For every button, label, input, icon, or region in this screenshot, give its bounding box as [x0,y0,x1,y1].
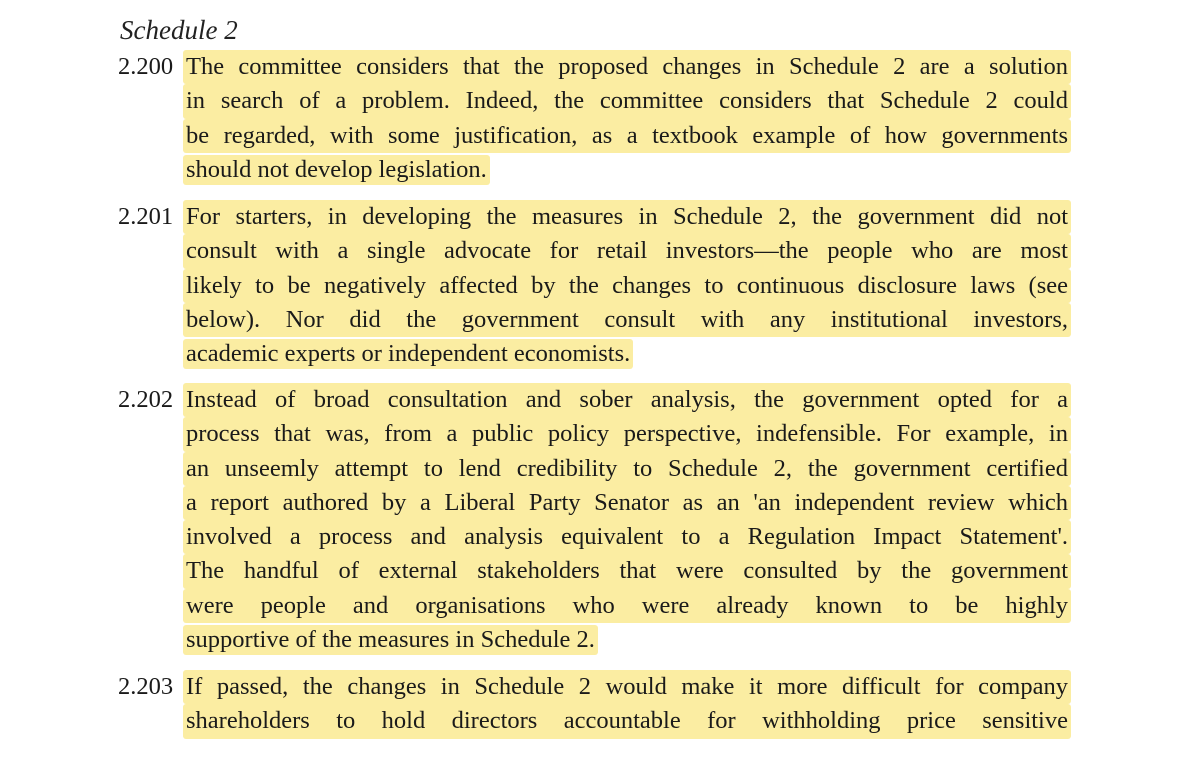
paragraph-line: a report authored by a Liberal Party Senator as an 'an independent review which [186,488,1068,516]
paragraph-number: 2.202 [118,386,174,413]
section-heading: Schedule 2 [120,15,238,45]
paragraph-line: were people and organisations who were already known to be highly [186,591,1068,619]
paragraph-line: an unseemly attempt to lend credibility to Schedule 2, the government certified [186,454,1068,482]
paragraph-line: consult with a single advocate for retail investors—the people who are most [186,237,1068,265]
paragraph-line: Instead of broad consultation and sober analysis, the government opted for a [186,386,1068,413]
paragraph-line: The committee considers that the proposed changes in Schedule 2 are a solution [186,53,1068,80]
paragraph-line: If passed, the changes in Schedule 2 would make it more difficult for company [186,673,1068,700]
paragraph-line: below). Nor did the government consult with any institutional investors, [186,305,1068,333]
paragraph-line: involved a process and analysis equivalent to a Regulation Impact Statement'. [186,523,1068,551]
paragraph-line: supportive of the measures in Schedule 2. [183,625,598,655]
paragraph-line: in search of a problem. Indeed, the committee considers that Schedule 2 could [186,87,1068,115]
paragraph-line: shareholders to hold directors accountable for withholding price sensitive [186,707,1068,735]
paragraph-line: The handful of external stakeholders that were consulted by the government [186,557,1068,585]
paragraph-line: be regarded, with some justification, as a textbook example of how governments [186,121,1068,149]
paragraph-line: likely to be negatively affected by the changes to continuous disclosure laws (see [186,271,1068,299]
paragraph-line: should not develop legislation. [183,155,490,185]
paragraph-number: 2.200 [118,53,174,80]
paragraph-number: 2.203 [118,673,174,700]
paragraph-number: 2.201 [118,203,174,230]
paragraph-line: process that was, from a public policy perspective, indefensible. For example, in [186,420,1068,448]
paragraph-line: For starters, in developing the measures in Schedule 2, the government did not [186,203,1068,230]
paragraph-line: academic experts or independent economists. [183,339,633,369]
